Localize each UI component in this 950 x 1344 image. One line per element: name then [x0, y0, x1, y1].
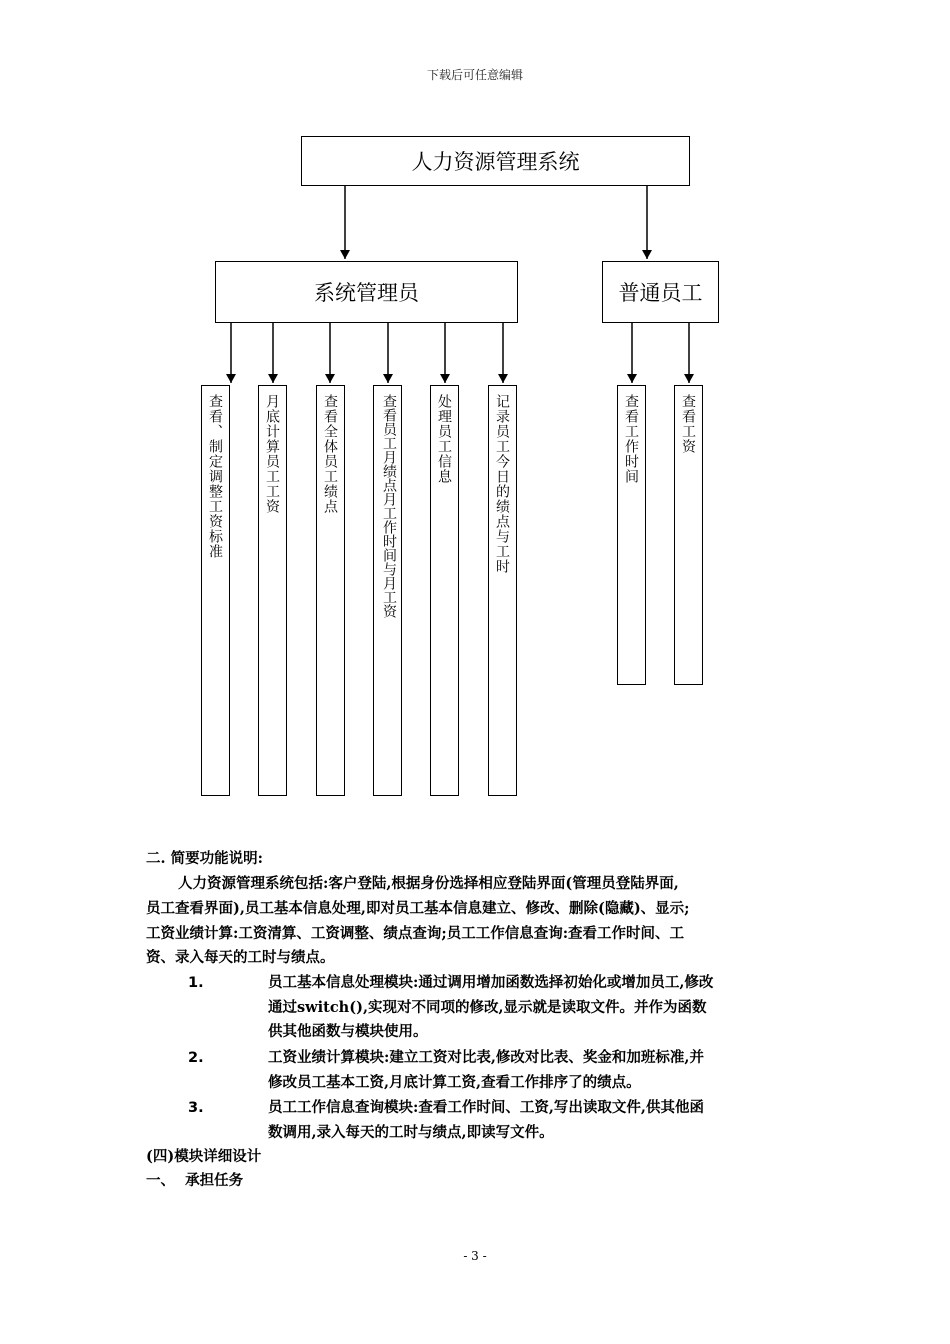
- root-node: 人力资源管理系统: [301, 136, 690, 186]
- subheading-tasks: 一、 承担任务: [146, 1172, 244, 1189]
- module-line: 修改员工基本工资,月底计算工资,查看工作排序了的绩点。: [268, 1073, 641, 1091]
- intro-line-3: 工资业绩计算:工资清算、工资调整、绩点查询;员工工作信息查询:查看工作时间、工: [146, 925, 685, 942]
- admin-task-2: 月底计算员工工资: [258, 385, 287, 796]
- admin-task-5: 处理员工信息: [430, 385, 459, 796]
- admin-task-3: 查看全体员工绩点: [316, 385, 345, 796]
- module-text: [268, 1046, 813, 1095]
- module-number: 2.: [188, 1050, 204, 1066]
- admin-node: 系统管理员: [215, 261, 518, 323]
- employee-task-2: 查看工资: [674, 385, 703, 685]
- admin-task-1: 查看、制定调整工资标准: [201, 385, 230, 796]
- header-note: 下载后可任意编辑: [426, 68, 523, 82]
- module-text: [268, 1096, 813, 1145]
- admin-task-6: 记录员工今日的绩点与工时: [488, 385, 517, 796]
- module-line: 数调用,录入每天的工时与绩点,即读写文件。: [268, 1123, 554, 1141]
- subheading-module-design: (四)模块详细设计: [146, 1148, 262, 1165]
- module-number: 3.: [188, 1100, 204, 1116]
- module-item-1: [146, 971, 816, 1045]
- module-line: 供其他函数与模块使用。: [268, 1023, 428, 1040]
- module-text: [268, 971, 813, 1045]
- section-heading: 二. 简要功能说明:: [146, 850, 263, 867]
- module-line: 员工基本信息处理模块:通过调用增加函数选择初始化或增加员工,修改: [268, 974, 714, 991]
- page-number: - 3 -: [463, 1249, 487, 1263]
- intro-line-2: 员工查看界面),员工基本信息处理,即对员工基本信息建立、修改、删除(隐藏)、显示;: [146, 900, 690, 917]
- module-number: 1.: [188, 975, 204, 991]
- admin-task-4: 查看员工月绩点月工作时间与月工资: [373, 385, 402, 796]
- module-line: 通过switch(),实现对不同项的修改,显示就是读取文件。并作为函数: [268, 998, 707, 1016]
- employee-node: 普通员工: [602, 261, 719, 323]
- module-line: 工资业绩计算模块:建立工资对比表,修改对比表、奖金和加班标准,并: [268, 1049, 704, 1066]
- intro-line-1: 人力资源管理系统包括:客户登陆,根据身份选择相应登陆界面(管理员登陆界面,: [178, 875, 679, 892]
- intro-line-4: 资、录入每天的工时与绩点。: [146, 949, 335, 966]
- module-line: 员工工作信息查询模块:查看工作时间、工资,写出读取文件,供其他函: [268, 1099, 704, 1116]
- module-item-3: [146, 1096, 816, 1146]
- employee-task-1: 查看工作时间: [617, 385, 646, 685]
- module-item-2: [146, 1046, 816, 1096]
